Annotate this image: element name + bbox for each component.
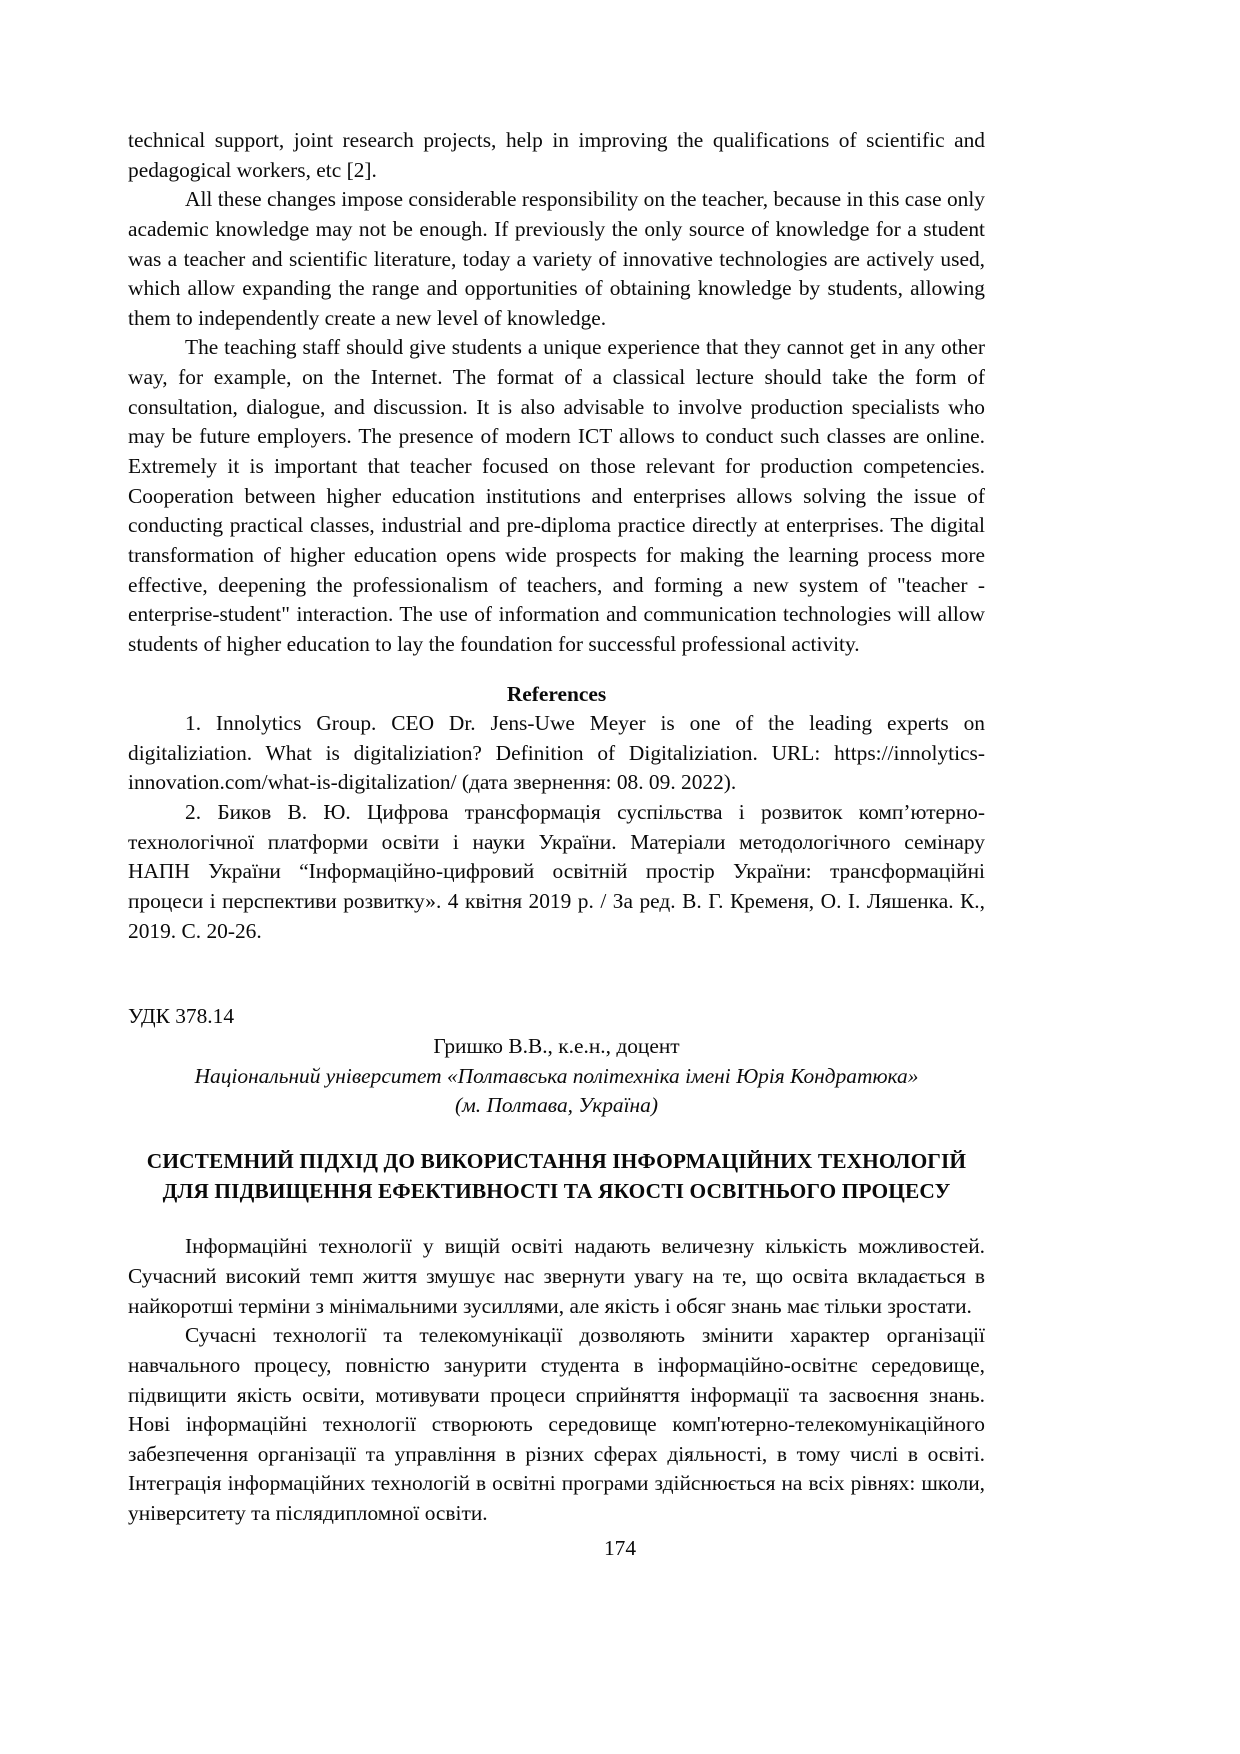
article-affiliation: Національний університет «Полтавська політехніка імені Юрія Кондратюка» [194,1063,919,1088]
reference-item-1: 1. Innolytics Group. CEO Dr. Jens-Uwe Meyer is one of the leading experts on digitaliziation. What is digitaliziation? Definition of Digitaliziation. URL: https://innolytics-innovation.com/what-is-digitalization/ (дата звернення: 08. 09. 2022). [128,711,985,795]
article-city: (м. Полтава, Україна) [455,1093,658,1118]
title-spacer [128,1121,985,1147]
paragraph-en-3: The teaching staff should give students a unique experience that they cannot get in any other way, for example, on the Internet. The format of a classical lecture should take the form of consultation, dialogue, and discussion. It is also advisable to involve production specialists who may be future employers. The presence of modern ICT allows to conduct such classes are online. Extremely it is important that teacher focused on those relevant for production competencies. Cooperation between higher education institutions and enterprises allows solving the issue of conducting practical classes, industrial and pre-diploma practice directly at enterprises. The digital transformation of higher education opens wide prospects for making the learning process more effective, deepening the professionalism of teachers, and forming a new system of "teacher -enterprise-student" interaction. The use of information and communication technologies will allow students of higher education to lay the foundation for successful professional activity. [128,335,985,656]
udk-code: УДК 378.14 [128,1004,235,1029]
paragraph-uk-2: Сучасні технології та телекомунікації дозволяють змінити характер організації навчального процесу, повністю занурити студента в інформаційно-освітнє середовище, підвищити якість освіти, мотивувати процеси сприйняття інформації та засвоєння знань. Нові інформаційні технології створюють середовище комп'ютерно-телекомунікаційного забезпечення організації та управління в різних сферах діяльності, в тому числі в освіті. Інтеграція інформаційних технологій в освітні програми здійснюється на всіх рівнях: школи, університету та післядипломної освіти. [128,1323,985,1526]
article-author: Гришко В.В., к.е.н., доцент [433,1033,680,1058]
paragraph-en-2: All these changes impose considerable responsibility on the teacher, because in this case only academic knowledge may not be enough. If previously the only source of knowledge for a student was a teacher and scientific literature, today a variety of innovative technologies are actively used, which allow expanding the range and opportunities of obtaining knowledge by students, allowing them to independently create a new level of knowledge. [128,187,985,330]
article-title: СИСТЕМНИЙ ПІДХІД ДО ВИКОРИСТАННЯ ІНФОРМАЦІЙНИХ ТЕХНОЛОГІЙ ДЛЯ ПІДВИЩЕННЯ ЕФЕКТИВНОСТІ ТА ЯКОСТІ ОСВІТНЬОГО ПРОЦЕСУ [146,1148,967,1203]
page-number: 174 [603,1536,637,1560]
section-spacer [128,946,985,1002]
page-content [128,126,985,1529]
paragraph-continued: technical support, joint research projects, help in improving the qualifications of scientific and pedagogical workers, etc [2]. [128,128,985,182]
post-title-spacer [128,1206,985,1232]
paragraph-uk-1: Інформаційні технології у вищій освіті надають величезну кількість можливостей. Сучасний високий темп життя змушує нас звернути увагу на те, що освіта вкладається в найкоротші терміни з мінімальними зусиллями, але якість і обсяг знань має тільки зростати. [128,1234,985,1318]
references-heading: References [506,681,607,706]
reference-item-2: 2. Биков В. Ю. Цифрова трансформація суспільства і розвиток комп’ютерно-технологічної платформи освіти і науки України. Матеріали методологічного семінару НАПН України “Інформаційно-цифровий освітній простір України: трансформаційні процеси і перспективи розвитку». 4 квітня 2019 р. / За ред. В. Г. Кременя, О. І. Ляшенка. К., 2019. С. 20-26. [128,800,985,943]
